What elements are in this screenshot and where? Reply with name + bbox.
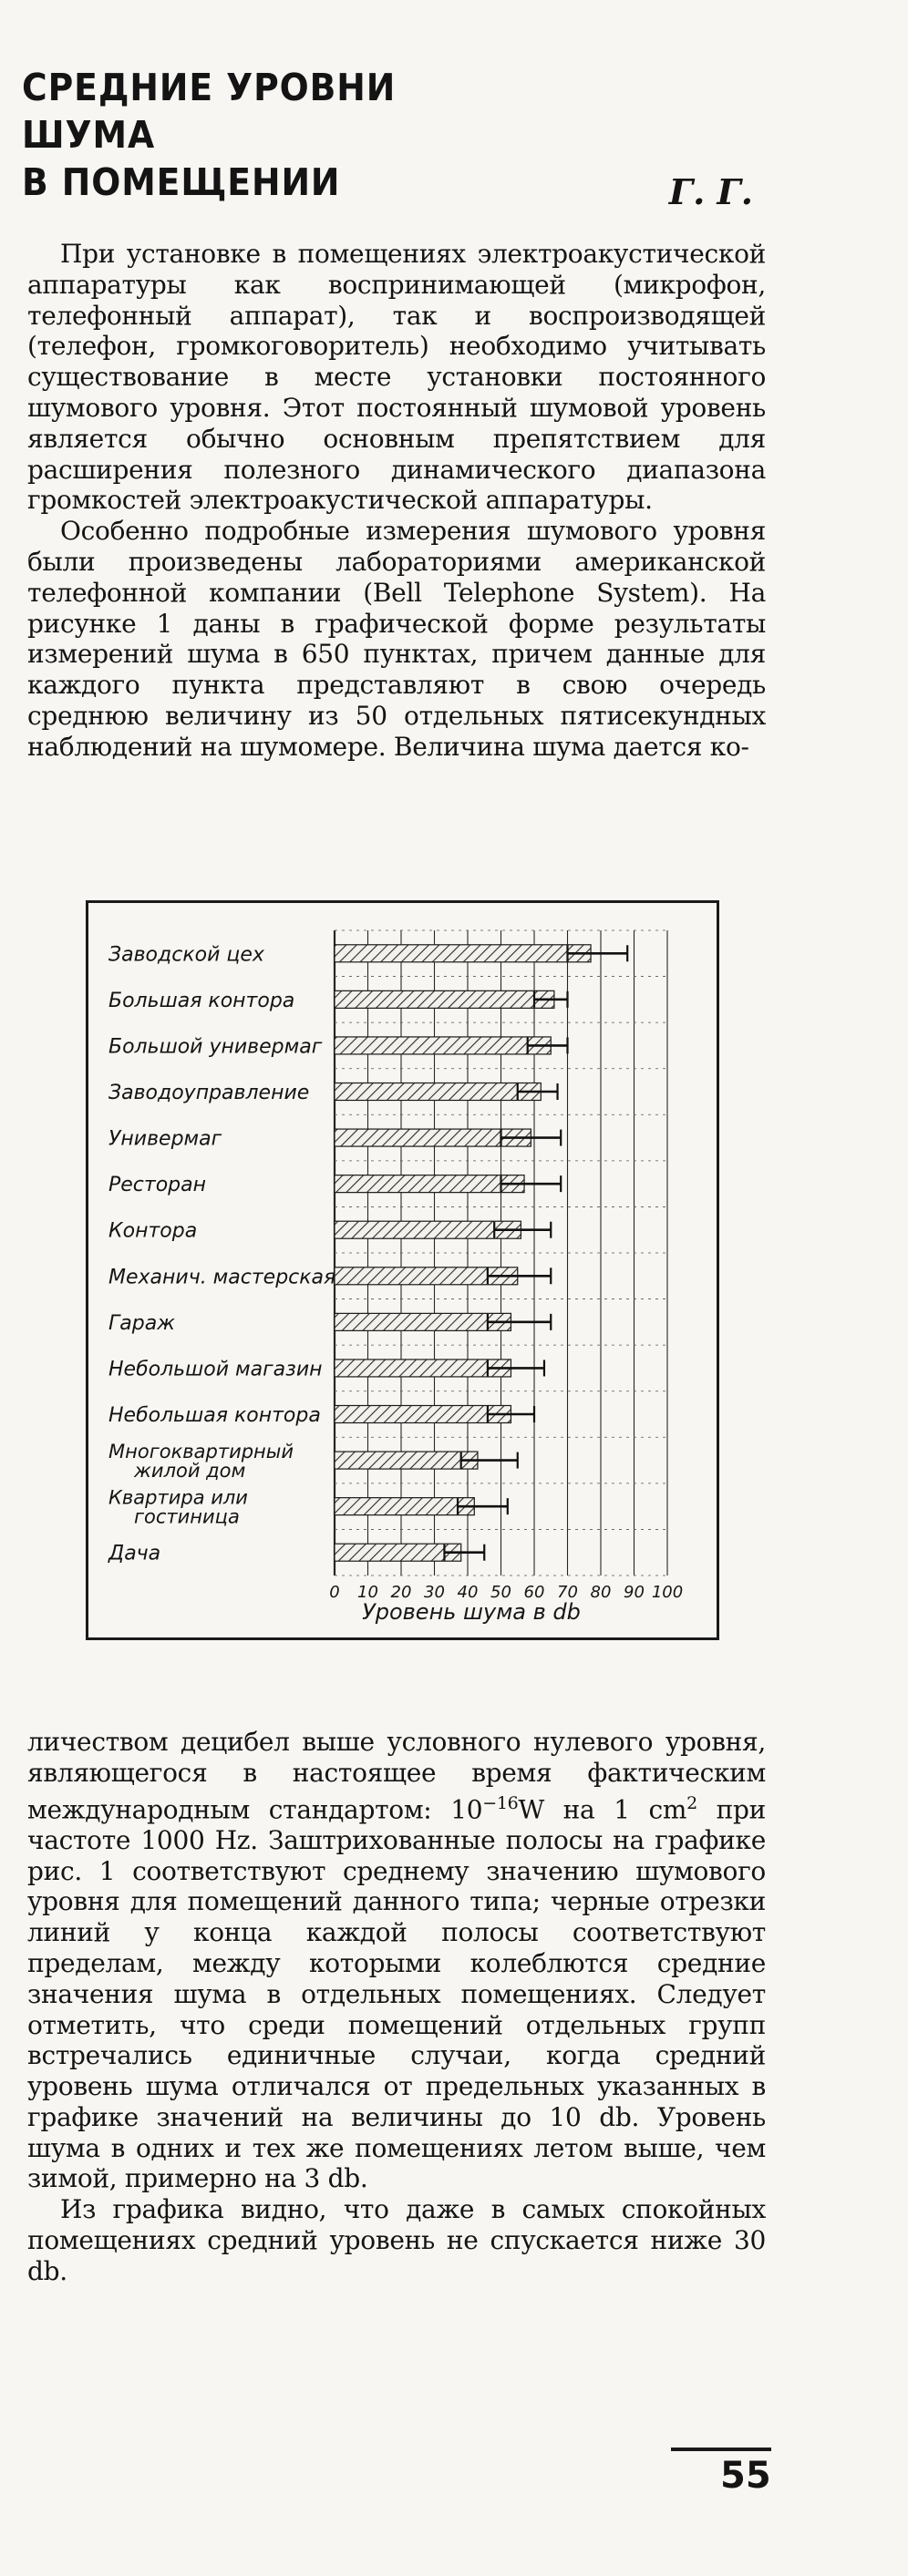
x-tick-label: 100	[651, 1583, 684, 1602]
category-label: Небольшая контора	[108, 1404, 321, 1427]
x-tick-label: 50	[490, 1583, 511, 1602]
paragraph-3-part-3: при частоте 1000 Hz. Заштрихованные полосы на графике рис. 1 соответствуют среднему значению шумового уровня для помещений данного типа; черные отрезки линий у конца каждой полосы соответствуют пределам, между которыми колеблются средние значения шума в отдельных помещениях. Следует отметить, что среди помещений отдельных групп встречались единичные случаи, когда средний уровень шума отличался от предельных указанных в графике значений на величины до 10 db. Уровень шума в одних и тех же помещениях летом выше, чем зимой, примерно на 3 db.	[27, 1793, 767, 2194]
category-label: Заводской цех	[108, 943, 264, 967]
bar	[335, 945, 591, 962]
bar	[335, 1452, 478, 1469]
category-label: Многоквартирный жилой дом	[108, 1441, 294, 1483]
bar	[335, 1360, 511, 1377]
x-tick-label: 20	[390, 1583, 412, 1602]
bar	[335, 1037, 551, 1054]
paragraph-3	[27, 1727, 766, 2194]
bar	[335, 1498, 474, 1515]
category-label: Ресторан	[108, 1174, 207, 1197]
noise-level-chart	[86, 900, 719, 1640]
page-number: 55	[720, 2455, 771, 2497]
category-label: Универмаг	[108, 1127, 222, 1151]
x-tick-label: 10	[357, 1583, 378, 1602]
folio-rule	[671, 2448, 771, 2451]
article-body-top	[27, 239, 766, 763]
article-body-bottom	[27, 1727, 766, 2287]
category-label: Гараж	[108, 1311, 176, 1335]
bar	[335, 1406, 511, 1423]
x-tick-label: 30	[424, 1583, 445, 1602]
paragraph-2: Особенно подробные измерения шумового уровня были произведены лабораториями американской телефонной компании (Bell Telephone System). На рисунке 1 даны в графической форме результаты измерений шума в 650 пунктах, причем данные для каждого пункта представляют в свою очередь среднюю величину из 50 отдельных пятисекундных наблюдений на шумомере. Величина шума дается ко-	[27, 516, 766, 762]
author-initials: Г. Г.	[668, 171, 753, 212]
x-tick-label: 40	[457, 1583, 479, 1602]
x-tick-label: 70	[557, 1583, 578, 1602]
bar	[335, 1544, 461, 1561]
bar	[335, 1221, 521, 1238]
paragraph-3-unit-exponent: 2	[686, 1792, 697, 1813]
title-line-2: В ПОМЕЩЕНИИ	[22, 160, 341, 204]
chart-grid	[335, 930, 667, 1575]
chart-category-labels	[108, 943, 335, 1565]
paragraph-3-part-1: личеством децибел выше условного нулевого уровня, являющегося в настоящее время фактическим международным стандартом: 10	[27, 1727, 766, 1824]
bar	[335, 1175, 524, 1193]
x-tick-label: 90	[624, 1583, 645, 1602]
chart-x-axis-label: Уровень шума в db	[362, 1599, 581, 1625]
category-label: Дача	[108, 1542, 161, 1565]
paragraph-1: При установке в помещениях электроакустической аппаратуры как воспринимающей (микрофон, телефонный аппарат), так и воспроизводящей (телефон, громкоговоритель) необходимо учитывать существование в месте установки постоянного шумового уровня. Этот постоянный шумовой уровень является обычно основным препятствием для расширения полезного динамического диапазона громкостей электроакустической аппаратуры.	[27, 239, 766, 516]
x-tick-label: 80	[590, 1583, 612, 1602]
category-label: Механич. мастерская	[108, 1266, 336, 1289]
category-label: Квартира или гостиница	[108, 1486, 248, 1528]
bar	[335, 1083, 541, 1101]
bar	[335, 1313, 511, 1330]
paragraph-3-exponent: −16	[482, 1792, 519, 1813]
title-line-1: СРЕДНИЕ УРОВНИ ШУМА	[22, 66, 397, 157]
paragraph-4: Из графика видно, что даже в самых спокойных помещениях средний уровень не спускается ниже 30 db.	[27, 2194, 766, 2286]
article-title	[22, 64, 525, 206]
x-tick-label: 60	[523, 1583, 545, 1602]
category-label: Заводоуправление	[108, 1082, 310, 1104]
category-label: Большая контора	[108, 989, 295, 1012]
paragraph-3-part-2: W на 1 cm	[518, 1793, 687, 1824]
chart-canvas	[88, 903, 717, 1637]
x-tick-label: 0	[329, 1583, 340, 1602]
category-label: Небольшой магазин	[108, 1358, 323, 1381]
category-label: Большой универмаг	[108, 1035, 323, 1059]
category-label: Контора	[108, 1219, 198, 1243]
bar	[335, 990, 554, 1008]
